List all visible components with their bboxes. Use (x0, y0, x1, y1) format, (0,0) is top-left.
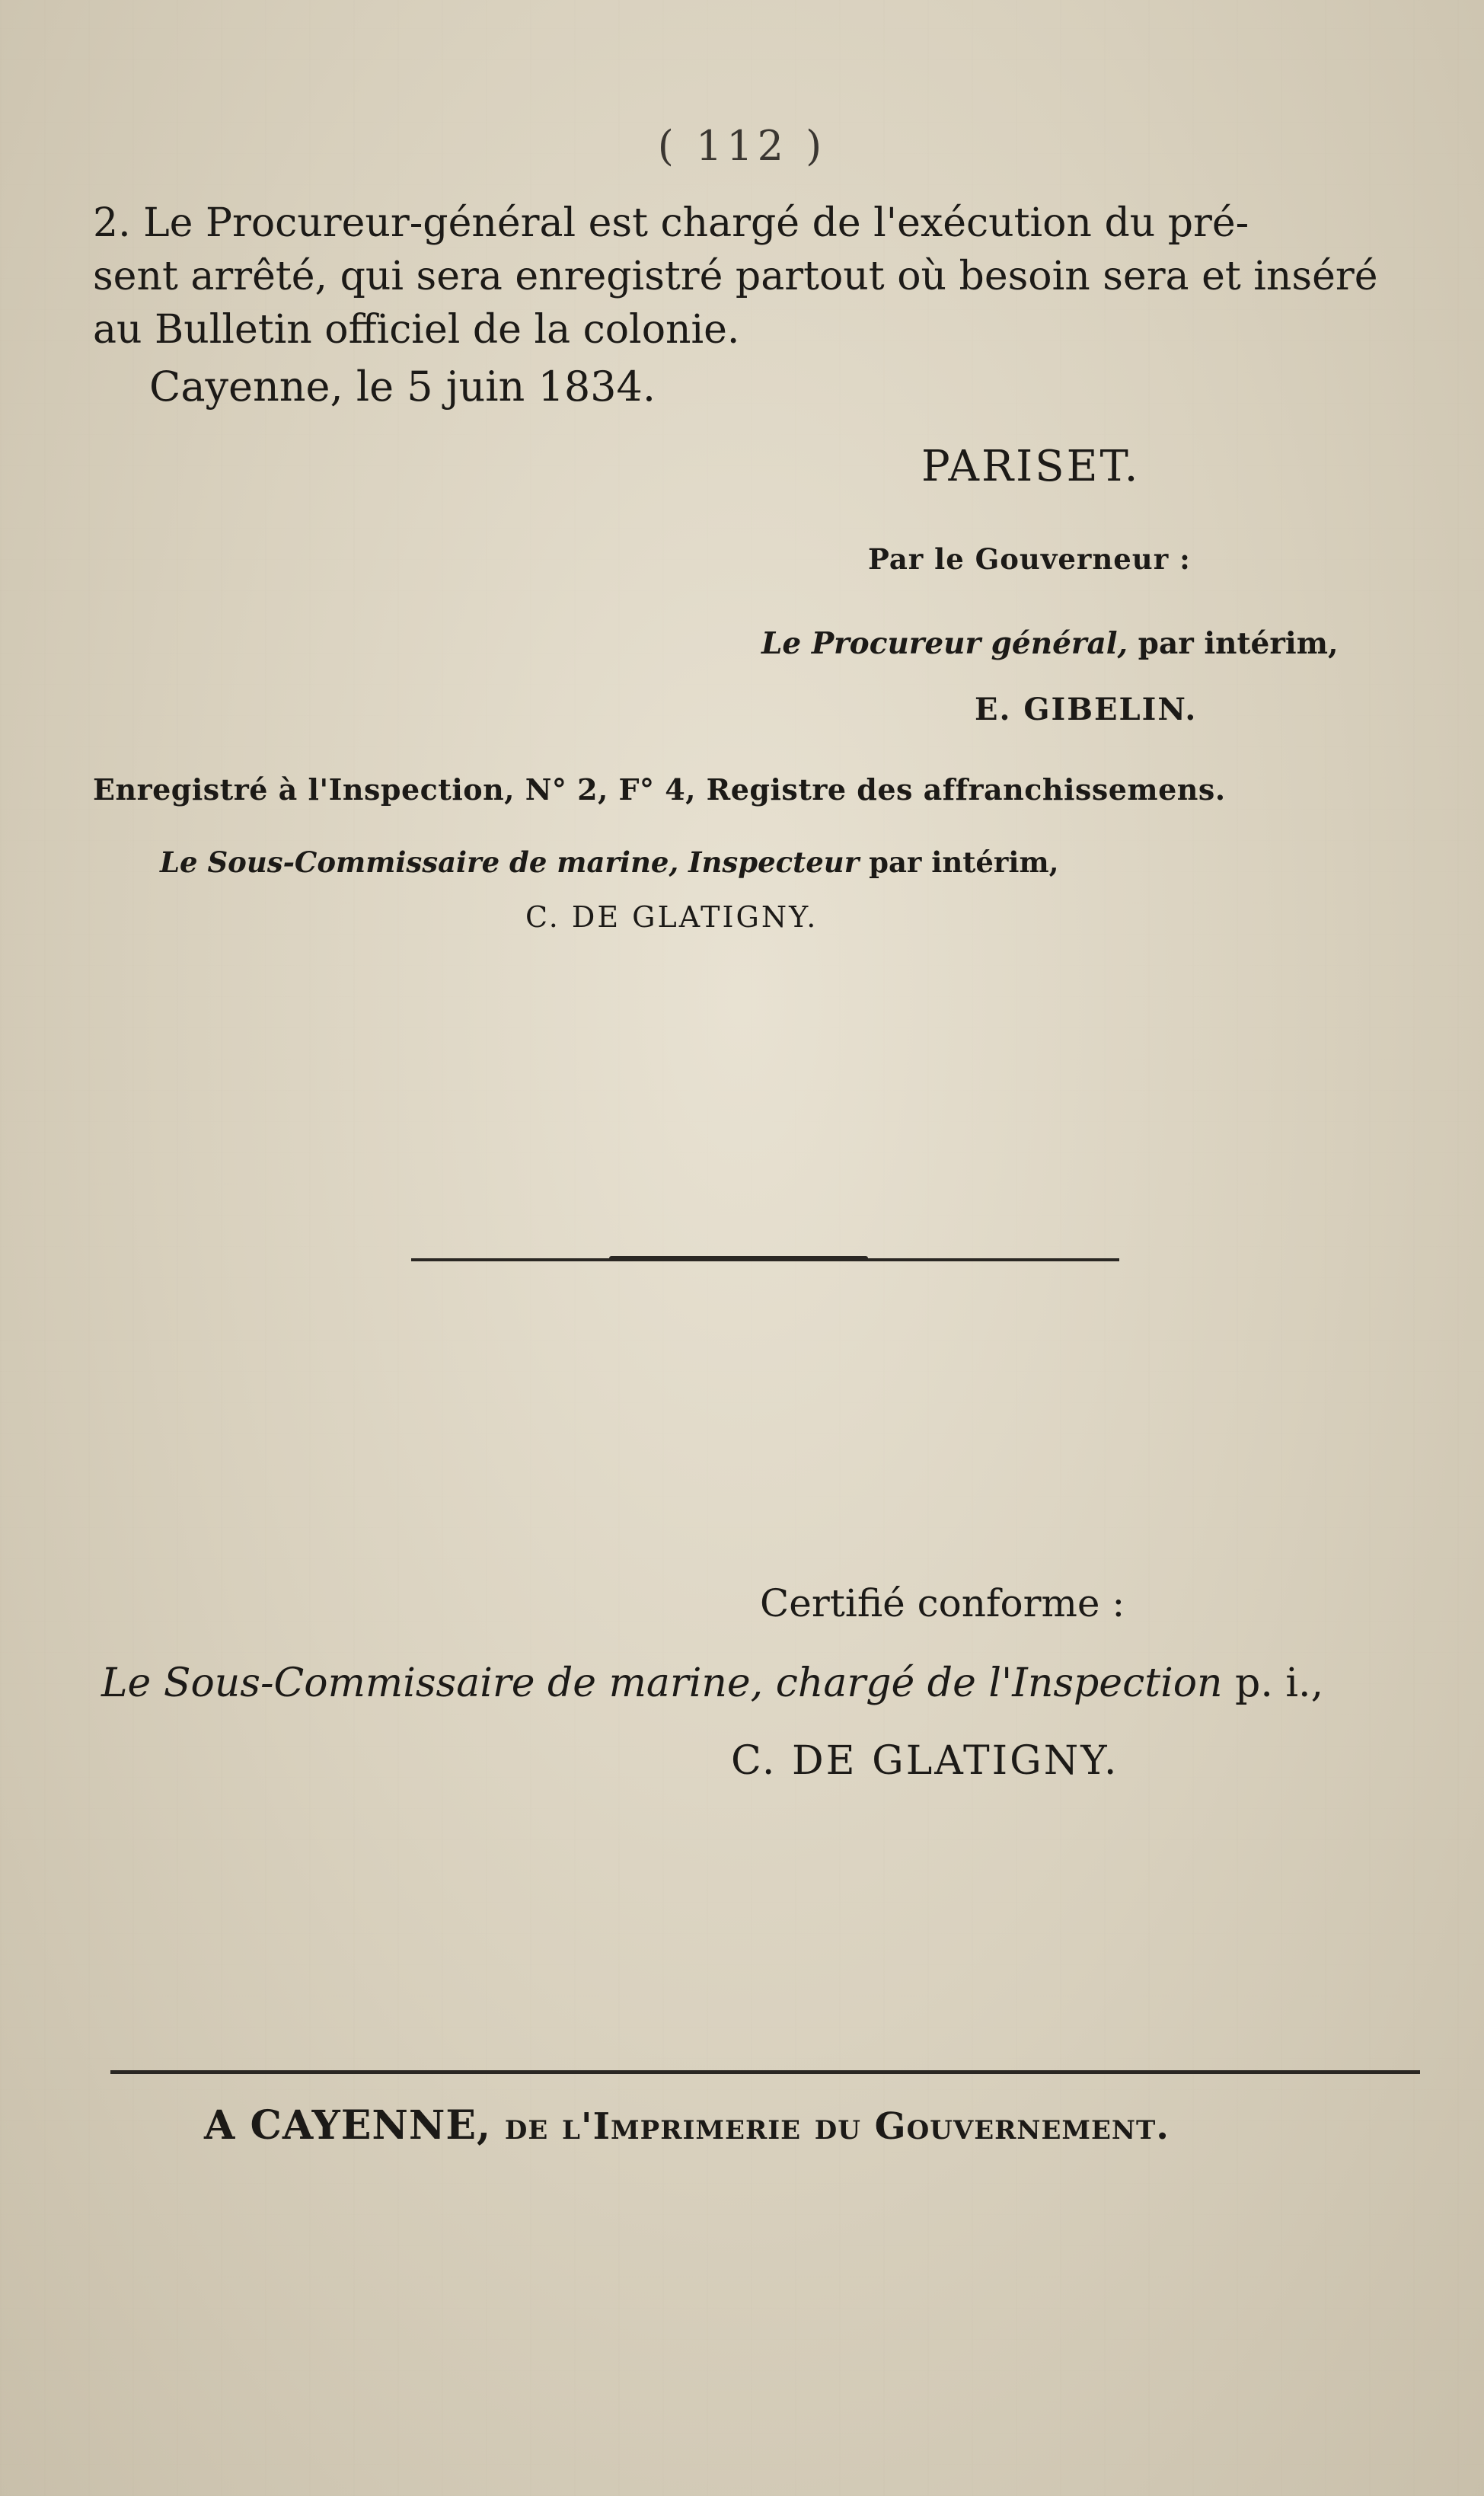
separator-rule (411, 1258, 1119, 1261)
procureur-name: E. GIBELIN. (975, 692, 1198, 727)
imprint-printer: de l'Imprimerie du Gouvernement. (491, 2105, 1170, 2148)
procureur-title (761, 626, 1339, 661)
registration-officer-title (160, 845, 1058, 879)
registration-officer-italic: Le Sous-Commissaire de marine, Inspecteur (160, 845, 860, 879)
article-line-1: 2. Le Procureur-général est chargé de l'exécution du pré- (93, 200, 1249, 246)
procureur-title-rest: par intérim, (1128, 626, 1339, 661)
registration-officer-rest: par intérim, (859, 845, 1059, 879)
procureur-title-italic: Le Procureur général, (761, 626, 1128, 661)
page-number: ( 112 ) (657, 122, 827, 170)
signatory-name: PARISET. (921, 442, 1141, 491)
registration-line: Enregistré à l'Inspection, N° 2, F° 4, Registre des affranchissemens. (93, 772, 1226, 807)
certification-officer-rest: p. i., (1222, 1660, 1324, 1706)
certification-heading: Certifié conforme : (760, 1581, 1125, 1625)
certification-officer-title (101, 1660, 1323, 1706)
article-line-3: au Bulletin officiel de la colonie. (93, 307, 740, 353)
date-line: Cayenne, le 5 juin 1834. (149, 363, 656, 411)
article-line-2: sent arrêté, qui sera enregistré partout où besoin sera et inséré (93, 254, 1378, 299)
imprint-place: A CAYENNE, (204, 2102, 492, 2149)
article-paragraph (93, 197, 1425, 356)
imprint-rule (110, 2070, 1420, 2074)
par-le-gouverneur: Par le Gouverneur : (868, 542, 1191, 576)
printer-imprint (204, 2102, 1170, 2149)
registration-officer-name: C. DE GLATIGNY. (525, 900, 819, 934)
certification-officer-italic: Le Sous-Commissaire de marine, chargé de l'Inspection (101, 1660, 1223, 1706)
certification-officer-name: C. DE GLATIGNY. (731, 1738, 1119, 1784)
